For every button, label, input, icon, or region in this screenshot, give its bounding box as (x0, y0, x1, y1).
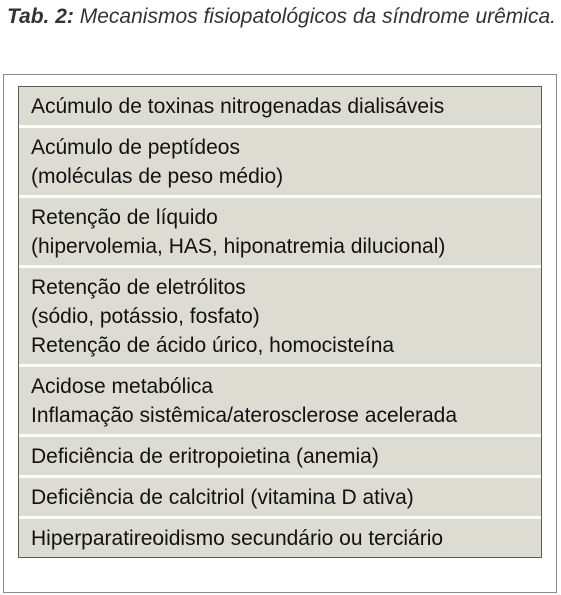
table-caption (7, 3, 557, 30)
table-row (19, 367, 541, 437)
table-row (19, 519, 541, 557)
row-text: Inflamação sistêmica/aterosclerose acelerada (31, 404, 458, 427)
row-text: Retenção de eletrólitos (31, 276, 246, 299)
row-text: (hipervolemia, HAS, hiponatremia dilucional) (31, 235, 446, 258)
row-text: Deficiência de eritropoietina (anemia) (31, 445, 379, 468)
caption-label: Tab. 2: (7, 5, 74, 28)
row-text: Retenção de líquido (31, 206, 218, 229)
row-text: (moléculas de peso médio) (31, 165, 284, 188)
table-frame (3, 74, 557, 593)
table-row (19, 268, 541, 367)
table-row (19, 87, 541, 128)
row-text: Hiperparatireoidismo secundário ou terciário (31, 527, 444, 550)
row-text: Acúmulo de toxinas nitrogenadas dialisáveis (31, 95, 445, 118)
table-row (19, 437, 541, 478)
row-text: Acúmulo de peptídeos (31, 136, 240, 159)
row-text: (sódio, potássio, fosfato) (31, 305, 260, 328)
row-text: Acidose metabólica (31, 375, 214, 398)
caption-text: Mecanismos fisiopatológicos da síndrome urêmica. (79, 5, 556, 28)
table-row (19, 198, 541, 268)
row-text: Retenção de ácido úrico, homocisteína (31, 334, 395, 357)
table-row (19, 478, 541, 519)
mechanisms-table (18, 86, 542, 558)
row-text: Deficiência de calcitriol (vitamina D ativa) (31, 486, 414, 509)
table-row (19, 128, 541, 198)
